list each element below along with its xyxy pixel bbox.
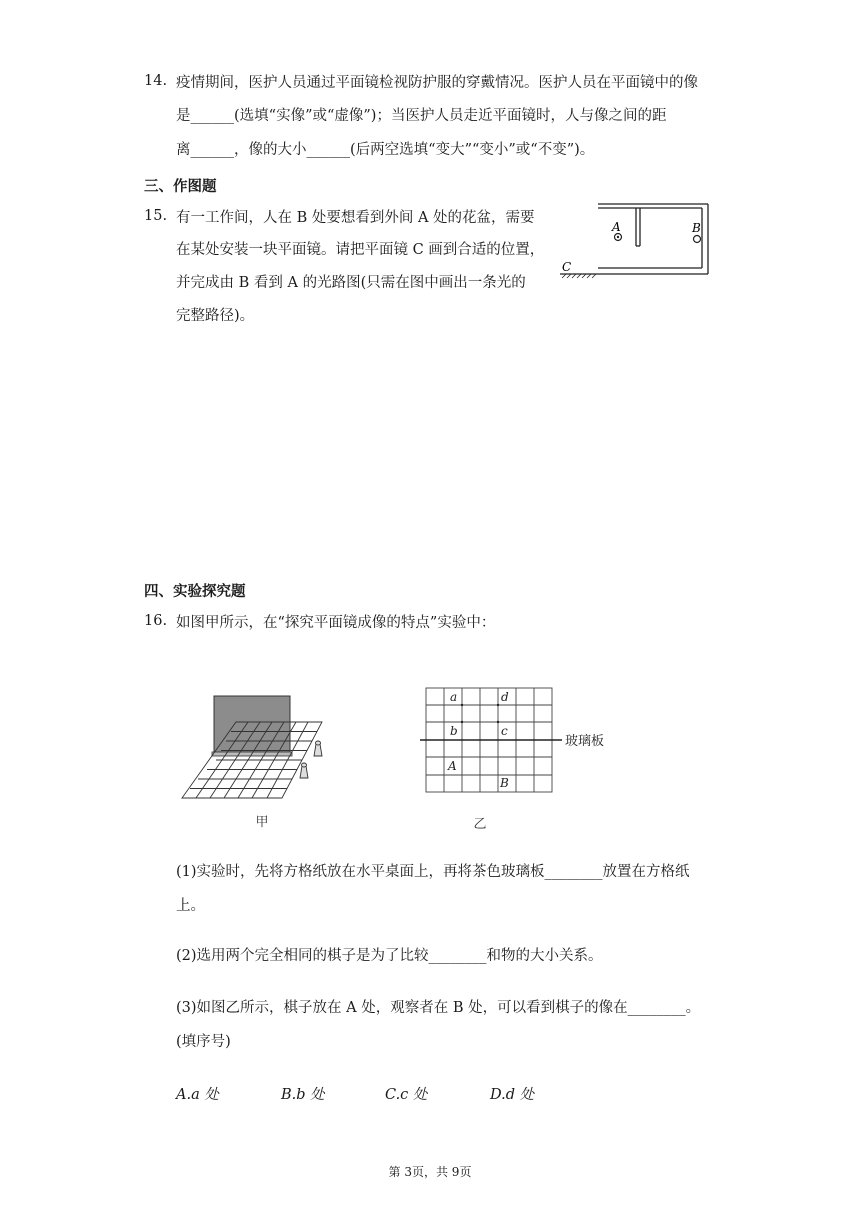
label-b-lower: b (450, 724, 458, 738)
page-footer: 第 3页，共 9页 (388, 1165, 472, 1179)
q15-room-figure (556, 196, 716, 286)
q16-part2: (2)选用两个完全相同的棋子是为了比较________和物的大小关系。 (176, 948, 603, 964)
q16-part1-line1: (1)实验时，先将方格纸放在水平桌面上，再将茶色玻璃板________放置在方格纸 (176, 864, 690, 880)
q16-intro: 如图甲所示，在“探究平面镜成像的特点”实验中： (176, 615, 496, 631)
figure-yi (420, 680, 605, 836)
q14-line-1: 疫情期间，医护人员通过平面镜检视防护服的穿戴情况。医护人员在平面镜中的像 (176, 75, 698, 91)
q16-part3-line2: (填序号) (176, 1034, 231, 1050)
q14-number: 14. (144, 73, 168, 89)
label-a: A (612, 220, 621, 234)
q14-line-3: 离______，像的大小______(后两空选填“变大”“变小”或“不变”)。 (176, 142, 595, 158)
chess-pieces (300, 741, 322, 778)
glass-plate (214, 696, 290, 754)
glass-plate-label: 玻璃板 (565, 734, 605, 749)
figure-jia-caption: 甲 (255, 815, 269, 830)
option-a: A.a 处 (176, 1087, 219, 1103)
object-a-dot (617, 236, 619, 238)
label-c-lower: c (501, 724, 508, 738)
figure-yi-caption: 乙 (473, 817, 487, 832)
option-c: C.c 处 (385, 1087, 428, 1103)
option-b: B.b 处 (281, 1087, 325, 1103)
label-a-lower: a (450, 690, 458, 704)
figure-jia (178, 680, 358, 830)
label-b-upper: B (500, 776, 509, 790)
q16-part3-line1: (3)如图乙所示，棋子放在 A 处，观察者在 B 处，可以看到棋子的像在________。 (176, 1000, 701, 1016)
label-d-lower: d (501, 690, 509, 704)
q15-line-1: 有一工作间，人在 B 处要想看到外间 A 处的花盆，需要 (176, 210, 535, 226)
q15-line-3: 并完成由 B 看到 A 的光路图(只需在图中画出一条光的 (176, 275, 526, 291)
q15-line-2: 在某处安装一块平面镜。请把平面镜 C 画到合适的位置， (176, 242, 545, 258)
section-3-title: 三、作图题 (144, 178, 217, 195)
option-d: D.d 处 (490, 1087, 535, 1103)
q15-line-4: 完整路径)。 (176, 308, 255, 324)
q16-part1-line2: 上。 (176, 898, 205, 914)
section-4-title: 四、实验探究题 (144, 583, 246, 600)
q16-number: 16. (144, 613, 168, 629)
object-b-circle (694, 236, 701, 243)
q15-number: 15. (144, 208, 168, 224)
q14-line-2: 是______(选填“实像”或“虚像”)；当医护人员走近平面镜时，人与像之间的距 (176, 108, 667, 124)
label-b: B (692, 221, 701, 235)
label-a-upper: A (448, 759, 457, 773)
label-c: C (562, 260, 572, 274)
grid-paper (182, 722, 322, 798)
